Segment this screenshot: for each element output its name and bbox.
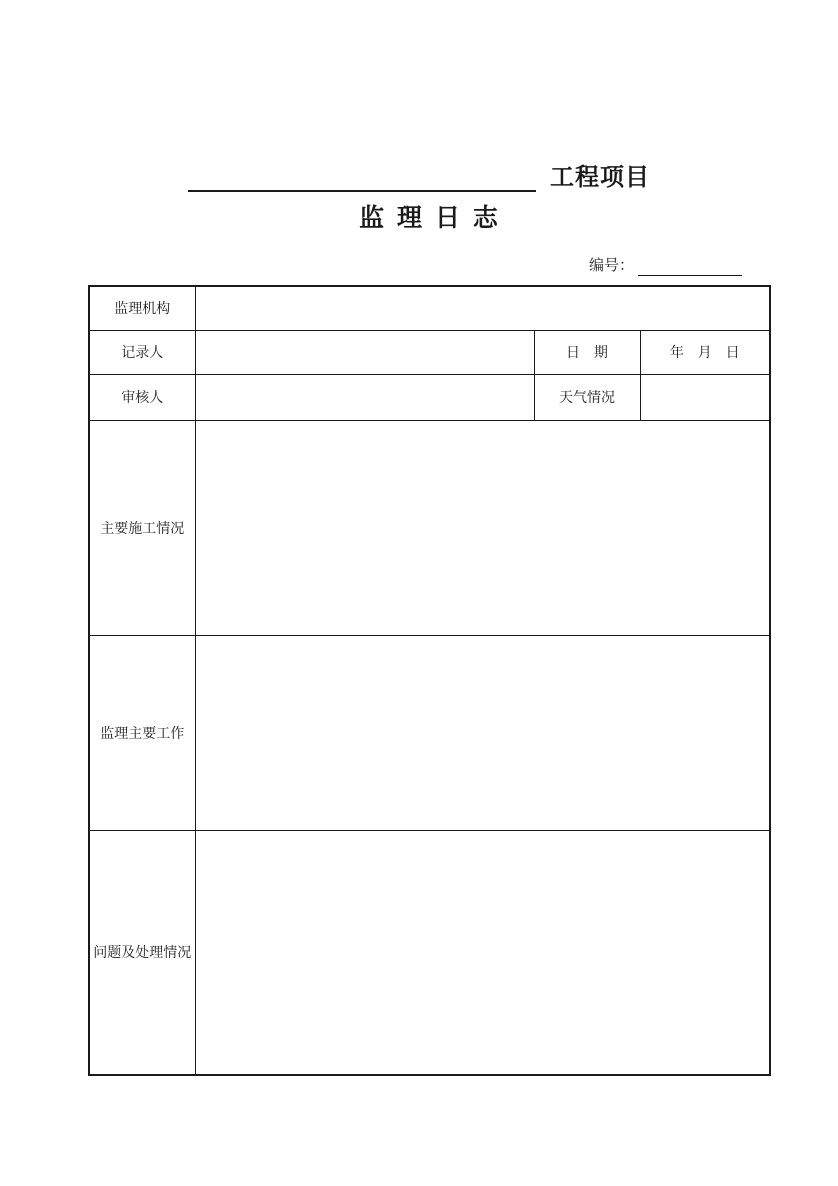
supervision-label: 监理主要工作 xyxy=(89,635,195,830)
recorder-value-cell xyxy=(195,330,534,374)
row-issues-handling xyxy=(89,830,770,1075)
construction-value-cell xyxy=(195,420,770,635)
date-value-cell: 年 月 日 xyxy=(640,330,770,374)
serial-number-label: 编号： xyxy=(588,257,634,274)
org-label: 监理机构 xyxy=(89,286,195,330)
row-supervision-work xyxy=(89,635,770,830)
issues-label: 问题及处理情况 xyxy=(89,830,195,1075)
project-name-blank-underline xyxy=(188,164,536,192)
reviewer-label: 审核人 xyxy=(89,374,195,420)
project-name-line xyxy=(188,162,650,192)
weather-label: 天气情况 xyxy=(534,374,640,420)
row-recorder-date xyxy=(89,330,770,374)
serial-number-blank-underline xyxy=(638,258,742,276)
row-reviewer-weather xyxy=(89,374,770,420)
date-label: 日 期 xyxy=(534,330,640,374)
project-suffix-label: 工程项目 xyxy=(550,164,650,191)
reviewer-value-cell xyxy=(195,374,534,420)
issues-value-cell xyxy=(195,830,770,1075)
construction-label: 主要施工情况 xyxy=(89,420,195,635)
row-construction-status xyxy=(89,420,770,635)
org-value-cell xyxy=(195,286,770,330)
supervision-value-cell xyxy=(195,635,770,830)
row-supervision-org xyxy=(89,286,770,330)
page-title: 监 理 日 志 xyxy=(359,204,498,232)
weather-value-cell xyxy=(640,374,770,420)
serial-number-line xyxy=(88,250,769,276)
recorder-label: 记录人 xyxy=(89,330,195,374)
supervision-log-table xyxy=(88,285,771,1076)
